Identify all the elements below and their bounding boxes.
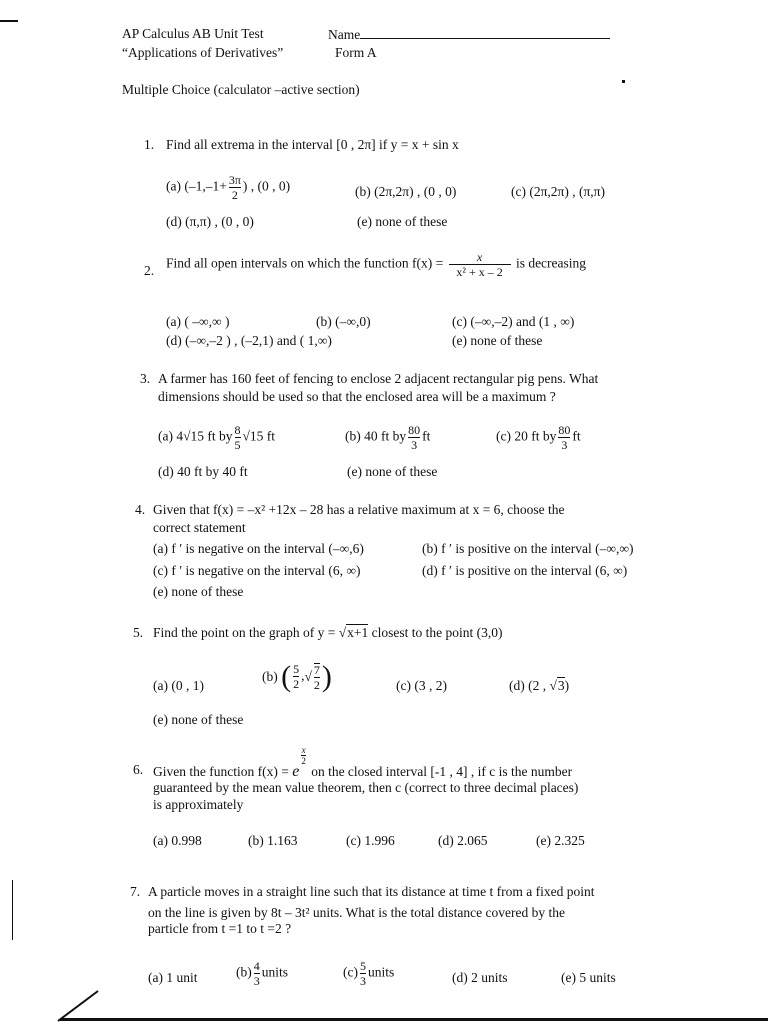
q4-stem-line1: Given that f(x) = –x² +12x – 28 has a relative maximum at x = 6, choose the [153,502,565,517]
q1-stem: Find all extrema in the interval [0 , 2π] if y = x + sin x [166,137,459,152]
q2-option-d[interactable]: (d) (–∞,–2 ) , (–2,1) and ( 1,∞) [166,333,332,348]
q1-a-post: ) , (0 , 0) [242,178,291,194]
scan-mark-left-mid [12,880,13,940]
name-blank[interactable] [360,26,610,39]
q3-option-a[interactable]: (a) 4√15 ft by $\frac{8}{5}$ √15 ft [158,423,276,452]
name-field[interactable] [328,26,610,43]
q2-option-e[interactable]: (e) none of these [452,333,543,348]
q1-option-c[interactable]: (c) (2π,2π) , (π,π) [511,184,605,199]
q7-option-c[interactable]: (c) $\frac{5}{3}$ units [343,959,395,988]
q1-option-a[interactable] [166,174,290,201]
q4-option-b[interactable]: (b) f ′ is positive on the interval (–∞,∞) [422,541,634,556]
q4-number: 4. [135,502,146,517]
q6-number: 6. [133,762,144,777]
course-title: AP Calculus AB Unit Test [122,26,264,41]
q6-option-d[interactable]: (d) 2.065 [438,833,488,848]
q2-stem-text: Find all open intervals on which the function f(x) = [166,255,444,271]
q3-option-b[interactable]: (b) 40 ft by $\frac{80}{3}$ ft [345,423,431,452]
q4-option-a[interactable]: (a) f ′ is negative on the interval (–∞,6) [153,541,364,556]
q7-option-a[interactable]: (a) 1 unit [148,970,198,985]
q4-option-e[interactable]: (e) none of these [153,584,244,599]
q5-number: 5. [133,625,144,640]
q2-function-frac: $\frac{x}{\text{x² + x – 2}}$ [449,251,511,278]
q2-stem-end: is decreasing [515,255,587,271]
q7-option-e[interactable]: (e) 5 units [561,970,616,985]
q6-stem-line1: Given the function f(x) = e $\frac{x}{2}$ on the closed interval [-1 , 4] , if c is the number [153,745,573,780]
q2-option-a[interactable]: (a) ( –∞,∞ ) [166,314,230,329]
q2-option-c[interactable]: (c) (–∞,–2) and (1 , ∞) [452,314,575,329]
q3-option-e[interactable]: (e) none of these [347,464,438,479]
q6-stem-line2: guaranteed by the mean value theorem, then c (correct to three decimal places) [153,780,579,795]
scan-mark-dot [622,80,625,83]
q5-option-d[interactable]: (d) (2 , √3) [509,678,570,693]
q3-option-d[interactable]: (d) 40 ft by 40 ft [158,464,248,479]
q6-option-c[interactable]: (c) 1.996 [346,833,395,848]
unit-title: “Applications of Derivatives” [122,45,284,60]
q6-stem-line3: is approximately [153,797,244,812]
q1-number: 1. [144,137,155,152]
q1-option-b[interactable]: (b) (2π,2π) , (0 , 0) [355,184,457,199]
q1-option-e[interactable]: (e) none of these [357,214,448,229]
q7-option-b[interactable]: (b) $\frac{4}{3}$ units [236,959,289,988]
q4-option-d[interactable]: (d) f ′ is positive on the interval (6, ∞) [422,563,628,578]
q4-stem-line2: correct statement [153,520,246,535]
q2-option-b[interactable]: (b) (–∞,0) [316,314,371,329]
scan-mark-left-top [0,20,18,22]
q6-option-e[interactable]: (e) 2.325 [536,833,585,848]
q7-option-d[interactable]: (d) 2 units [452,970,508,985]
page-bottom-rule [60,1018,768,1021]
q1-a-frac: $\frac{3\pi}{2}$ [228,173,241,202]
q3-option-c[interactable]: (c) 20 ft by $\frac{80}{3}$ ft [496,423,581,452]
q6-option-a[interactable]: (a) 0.998 [153,833,202,848]
q7-number: 7. [130,884,141,899]
q5-option-e[interactable]: (e) none of these [153,712,244,727]
name-label: Name [328,27,361,42]
q5-stem: Find the point on the graph of y = √x+1 closest to the point (3,0) [153,625,503,640]
q6-option-b[interactable]: (b) 1.163 [248,833,298,848]
q7-stem-line2: on the line is given by 8t – 3t² units. What is the total distance covered by the [148,905,565,920]
q3-number: 3. [140,371,151,386]
q4-option-c[interactable]: (c) f ′ is negative on the interval (6, ∞) [153,563,361,578]
q7-stem-line3: particle from t =1 to t =2 ? [148,921,292,936]
form-label: Form A [335,45,377,60]
q5-option-b[interactable]: (b) ( $\frac{5}{2}$ ,√ $\frac{7}{2}$ ) [262,660,332,693]
q2-number: 2. [144,263,155,278]
q3-stem-line2: dimensions should be used so that the enclosed area will be a maximum ? [158,389,556,404]
q1-option-d[interactable]: (d) (π,π) , (0 , 0) [166,214,254,229]
q1-a-pre: (a) (–1,–1+ [166,178,227,194]
q2-stem [166,251,586,278]
q7-stem-line1: A particle moves in a straight line such that its distance at time t from a fixed point [148,884,595,899]
q5-option-c[interactable]: (c) (3 , 2) [396,678,447,693]
section-title: Multiple Choice (calculator –active section) [122,82,360,97]
q5-option-a[interactable]: (a) (0 , 1) [153,678,204,693]
q3-stem-line1: A farmer has 160 feet of fencing to enclose 2 adjacent rectangular pig pens. What [158,371,599,386]
